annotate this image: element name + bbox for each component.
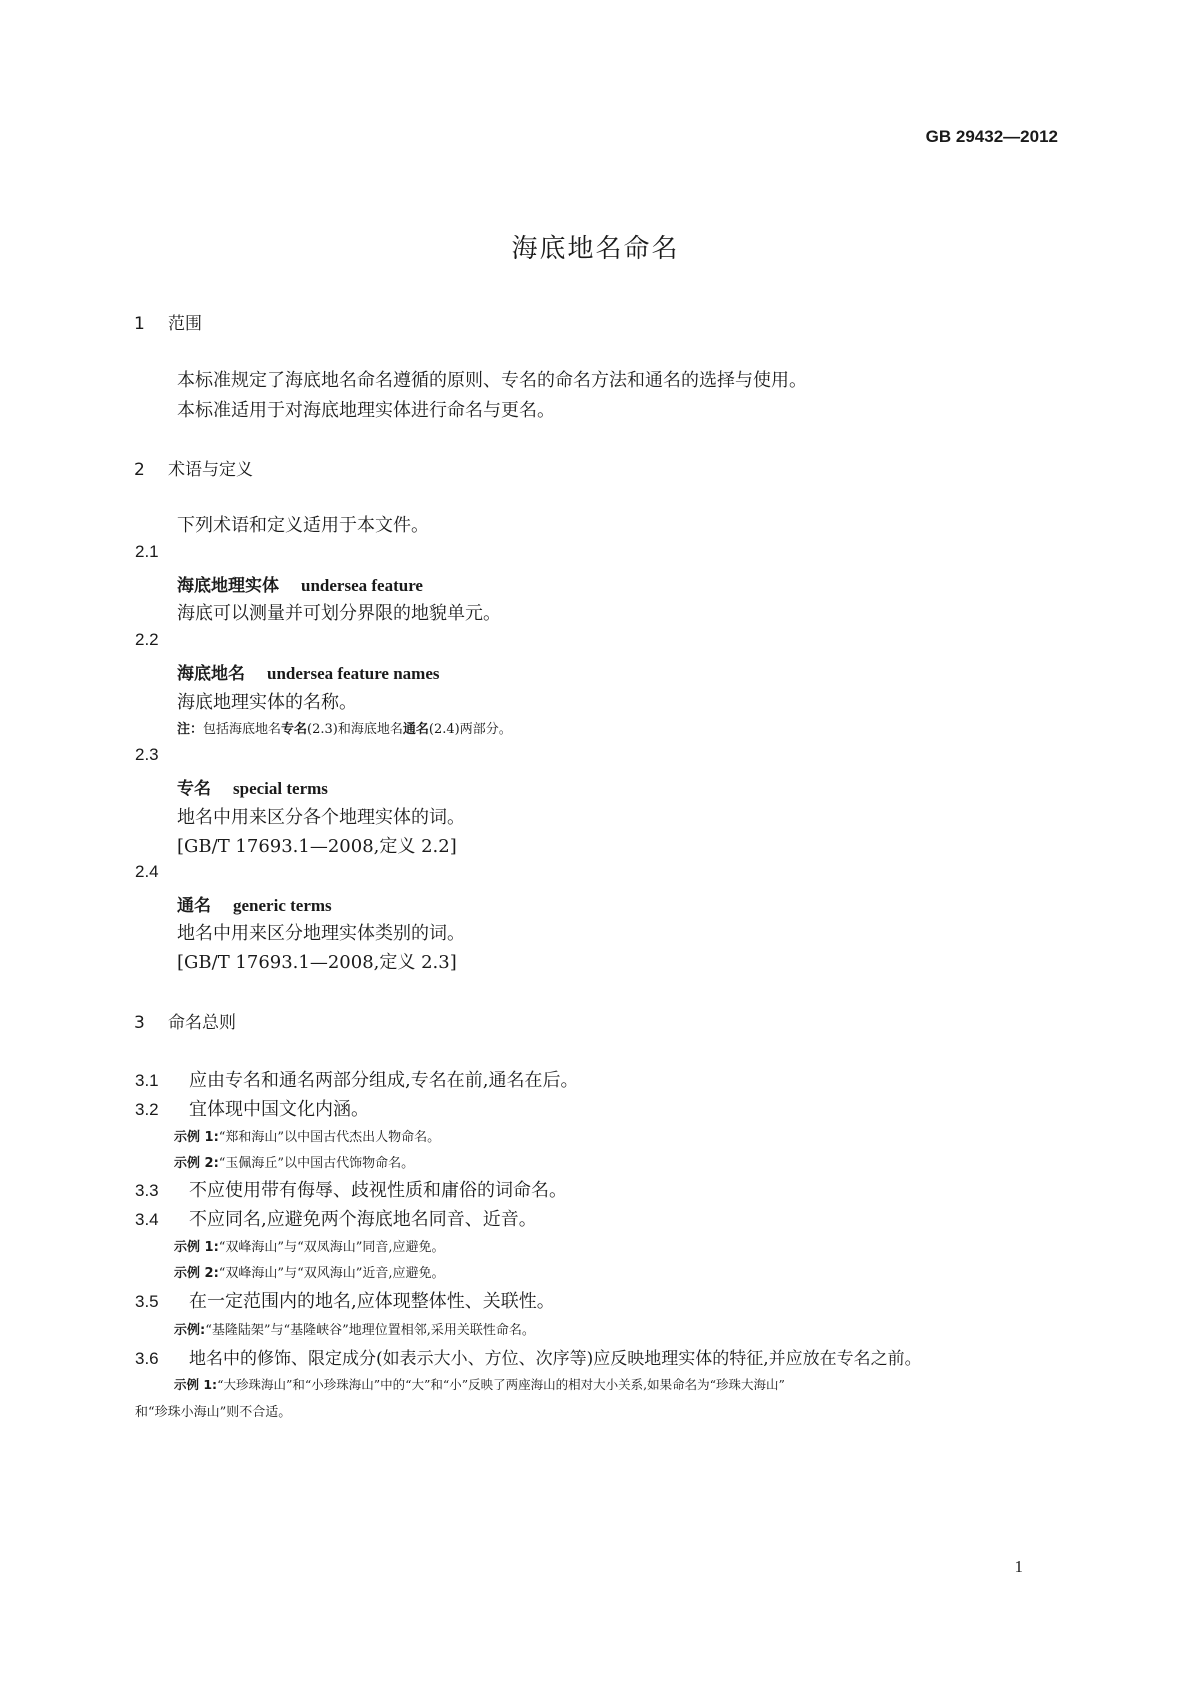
term-source: [GB/T 17693.1—2008,定义 2.2] (177, 836, 457, 857)
example-text: “玉佩海丘”以中国古代饰物命名。 (218, 1156, 415, 1171)
term-zh: 海底地名 (177, 664, 245, 684)
example-label: 示例 1: (174, 1240, 219, 1255)
example-text: “双峰海山”与“双风海山”近音,应避免。 (218, 1266, 445, 1281)
term-en: undersea feature (301, 576, 423, 595)
term-source: [GB/T 17693.1—2008,定义 2.3] (177, 952, 457, 973)
page-title: 海底地名命名 (511, 234, 680, 264)
clause-number: 3.5 (135, 1292, 159, 1311)
example-label: 示例: (174, 1323, 206, 1338)
example-text: “大珍珠海山”和“小珍珠海山”中的“大”和“小”反映了两座海山的相对大小关系,如果命名为“珍珠大海山” (217, 1377, 785, 1392)
term-number: 2.3 (135, 745, 159, 764)
example (174, 1375, 785, 1393)
standard-number: GB 29432—2012 (925, 127, 1058, 146)
note-text: (2.3)和海底地名 (307, 722, 403, 737)
example-label: 示例 2: (174, 1266, 219, 1281)
example (174, 1236, 445, 1255)
clause-text: 宜体现中国文化内涵。 (189, 1099, 369, 1120)
term-en: undersea feature names (267, 664, 440, 683)
section-number: 3 (134, 1013, 145, 1033)
s1-paragraph-2: 本标准适用于对海底地理实体进行命名与更名。 (177, 400, 555, 421)
clause-number: 3.2 (135, 1100, 159, 1119)
note-text: 包括海底地名 (203, 722, 282, 737)
clause-number: 3.3 (135, 1181, 159, 1200)
term-number: 2.1 (135, 542, 159, 561)
term-en: generic terms (233, 896, 332, 915)
example (174, 1152, 414, 1171)
clause-number: 3.1 (135, 1071, 159, 1090)
term-heading (177, 571, 423, 596)
note-term: 通名 (402, 722, 429, 737)
example-label: 示例 1: (174, 1377, 218, 1392)
s2-intro: 下列术语和定义适用于本文件。 (177, 515, 429, 536)
section-title: 命名总则 (168, 1013, 236, 1033)
example-text: “郑和海山”以中国古代杰出人物命名。 (218, 1130, 441, 1145)
term-heading (177, 659, 440, 684)
term-definition: 海底地理实体的名称。 (177, 692, 357, 713)
example-continuation: 和“珍珠小海山”则不合适。 (135, 1405, 292, 1420)
clause (135, 1344, 922, 1369)
clause (135, 1205, 537, 1231)
clause-text: 不应使用带有侮辱、歧视性质和庸俗的词命名。 (189, 1180, 567, 1201)
note-term: 专名 (281, 722, 308, 737)
term-zh: 通名 (177, 896, 211, 916)
clause (135, 1095, 369, 1121)
clause (135, 1287, 555, 1313)
section-title: 术语与定义 (168, 460, 253, 480)
example (174, 1319, 535, 1338)
s1-paragraph-1: 本标准规定了海底地名命名遵循的原则、专名的命名方法和通名的选择与使用。 (177, 370, 807, 391)
note-label: 注： (177, 722, 204, 737)
example-label: 示例 2: (174, 1156, 219, 1171)
section-number: 2 (134, 460, 145, 480)
clause-text: 地名中的修饰、限定成分(如表示大小、方位、次序等)应反映地理实体的特征,并应放在专名之前。 (189, 1349, 922, 1369)
term-zh: 专名 (177, 779, 211, 799)
term-heading (177, 891, 332, 916)
term-number: 2.2 (135, 630, 159, 649)
section-title: 范围 (168, 314, 202, 334)
term-heading (177, 774, 328, 799)
clause-text: 在一定范围内的地名,应体现整体性、关联性。 (189, 1291, 555, 1312)
term-number: 2.4 (135, 862, 159, 881)
clause-text: 应由专名和通名两部分组成,专名在前,通名在后。 (189, 1070, 579, 1091)
term-zh: 海底地理实体 (177, 576, 279, 596)
example (174, 1262, 445, 1281)
section-number: 1 (134, 314, 145, 334)
example-text: “基隆陆架”与“基隆峡谷”地理位置相邻,采用关联性命名。 (205, 1323, 535, 1338)
example (174, 1126, 440, 1145)
term-note (177, 718, 512, 737)
section-3-heading (134, 1008, 236, 1033)
term-en: special terms (233, 779, 328, 798)
term-definition: 海底可以测量并可划分界限的地貌单元。 (177, 603, 501, 624)
section-1-heading (134, 309, 202, 334)
term-definition: 地名中用来区分各个地理实体的词。 (177, 807, 465, 828)
note-text: (2.4)两部分。 (428, 722, 512, 737)
example-text: “双峰海山”与“双凤海山”同音,应避免。 (218, 1240, 445, 1255)
section-2-heading (134, 455, 253, 480)
clause (135, 1176, 567, 1202)
clause-number: 3.4 (135, 1210, 159, 1229)
clause-text: 不应同名,应避免两个海底地名同音、近音。 (189, 1209, 537, 1230)
page-number: 1 (1014, 1557, 1023, 1576)
example-label: 示例 1: (174, 1130, 219, 1145)
term-definition: 地名中用来区分地理实体类别的词。 (177, 923, 465, 944)
clause-number: 3.6 (135, 1349, 159, 1368)
clause (135, 1066, 578, 1092)
